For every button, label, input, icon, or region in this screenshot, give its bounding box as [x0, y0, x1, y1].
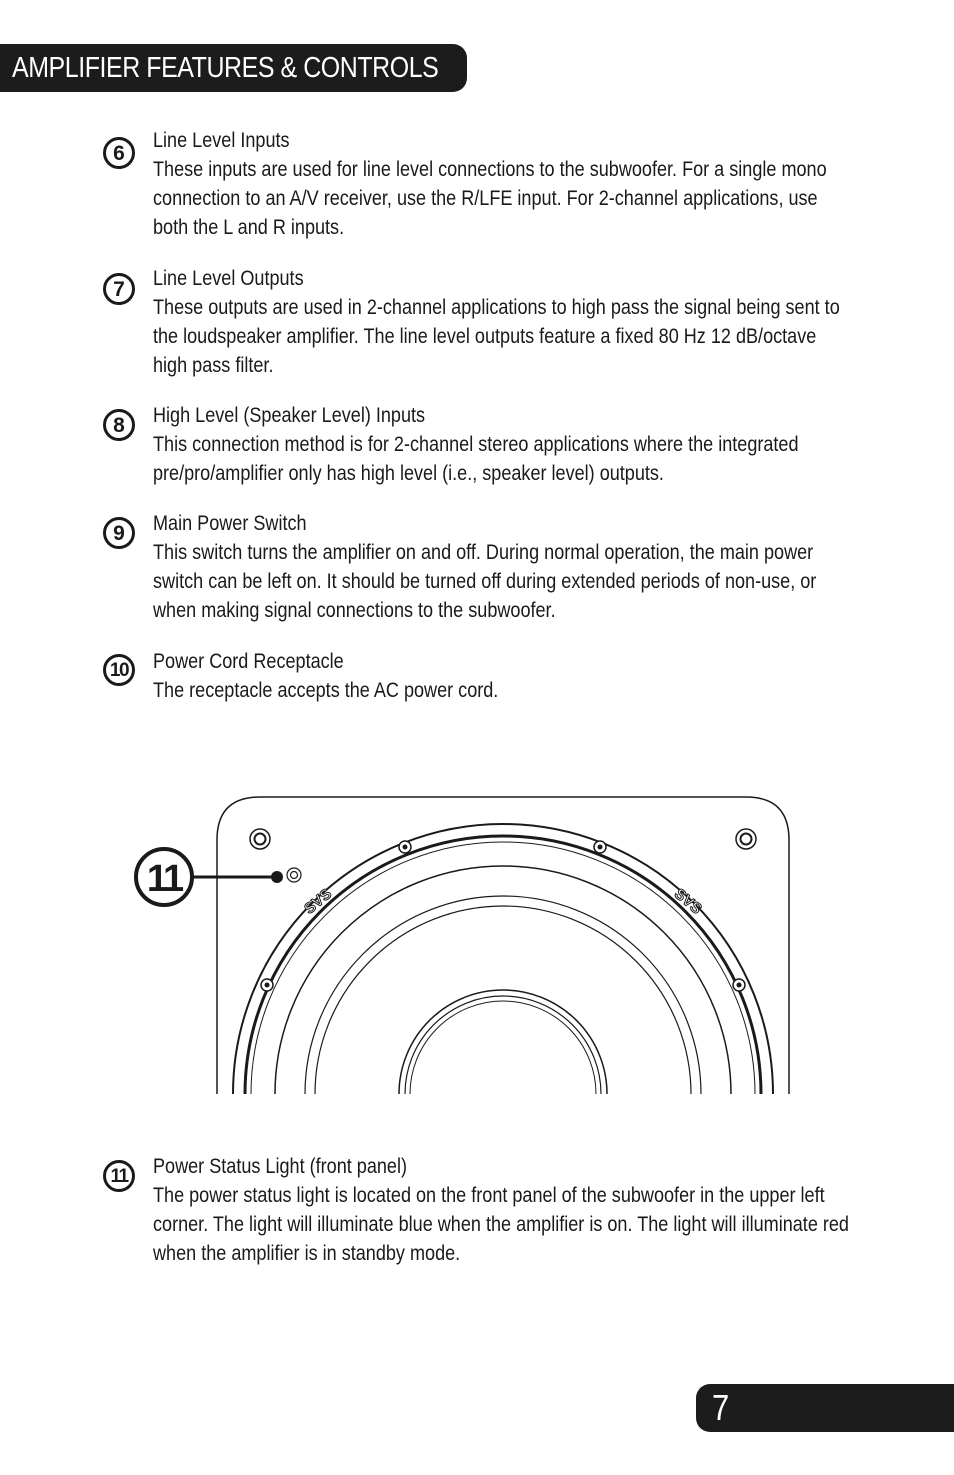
- callout-number: 11: [146, 858, 182, 900]
- feature-text: [153, 647, 913, 705]
- number-badge: [103, 409, 135, 441]
- surround-inner: [315, 906, 691, 1100]
- feature-title: High Level (Speaker Level) Inputs: [153, 404, 426, 427]
- surround-outer: [275, 866, 731, 1100]
- badge-number: 10: [109, 659, 129, 681]
- number-badge: [103, 1160, 135, 1192]
- badge-number: 7: [113, 277, 125, 301]
- feature-text: [153, 264, 913, 380]
- feature-body: The receptacle accepts the AC power cord.: [153, 679, 499, 702]
- dust-cap-mid: [405, 996, 601, 1100]
- feature-body: The power status light is located on the front panel of the subwoofer in the upper left corner. The light will illuminate blue when the amplifier is on. The light will illuminate red when the amplifier is in standby mode.: [153, 1184, 849, 1265]
- number-badge: [103, 273, 135, 305]
- trim-ring-edge: [251, 842, 755, 1100]
- feature-text: [153, 1152, 913, 1268]
- dust-cap-inner: [410, 1001, 596, 1100]
- trim-ring-inner: [245, 836, 761, 1100]
- badge-number: 6: [113, 141, 125, 165]
- page-number-tab: [696, 1384, 954, 1432]
- number-badge: [103, 137, 135, 169]
- feature-text: [153, 401, 913, 488]
- section-header: [0, 44, 467, 92]
- badge-number: 9: [113, 521, 125, 545]
- number-badge: [103, 517, 135, 549]
- feature-title: Power Status Light (front panel): [153, 1155, 407, 1178]
- subwoofer-front-diagram: [130, 790, 800, 1100]
- feature-body: These outputs are used in 2-channel applications to high pass the signal being sent to the loudspeaker amplifier. The line level outputs feature a fixed 80 Hz 12 dB/octave high pass filter.: [153, 296, 840, 377]
- feature-title: Main Power Switch: [153, 512, 307, 535]
- page-title: AMPLIFIER FEATURES & CONTROLS: [12, 51, 439, 84]
- feature-body: These inputs are used for line level connections to the subwoofer. For a single mono connection to an A/V receiver, use the R/LFE input. For 2-channel applications, use both the L and R inputs.: [153, 158, 827, 239]
- page-number: 7: [712, 1387, 730, 1428]
- feature-title: Power Cord Receptacle: [153, 650, 344, 673]
- dust-cap-outer: [399, 990, 607, 1100]
- feature-body: This switch turns the amplifier on and off. During normal operation, the main power switch can be left on. It should be turned off during extended periods of non-use, or when making signal connections to the subwoofer.: [153, 541, 817, 622]
- feature-text: [153, 126, 913, 242]
- surround-mid: [305, 896, 701, 1100]
- callout-dot: [271, 871, 283, 883]
- feature-title: Line Level Outputs: [153, 267, 304, 290]
- svs-logo-right: SVS: [670, 885, 705, 918]
- svs-logo-left: SVS: [301, 885, 336, 918]
- badge-number: 8: [113, 413, 125, 437]
- badge-number: 11: [110, 1165, 128, 1187]
- feature-title: Line Level Inputs: [153, 129, 290, 152]
- number-badge: [103, 654, 135, 686]
- feature-text: [153, 509, 913, 625]
- feature-body: This connection method is for 2-channel stereo applications where the integrated pre/pro/amplifier only has high level (i.e., speaker level) outputs.: [153, 433, 799, 485]
